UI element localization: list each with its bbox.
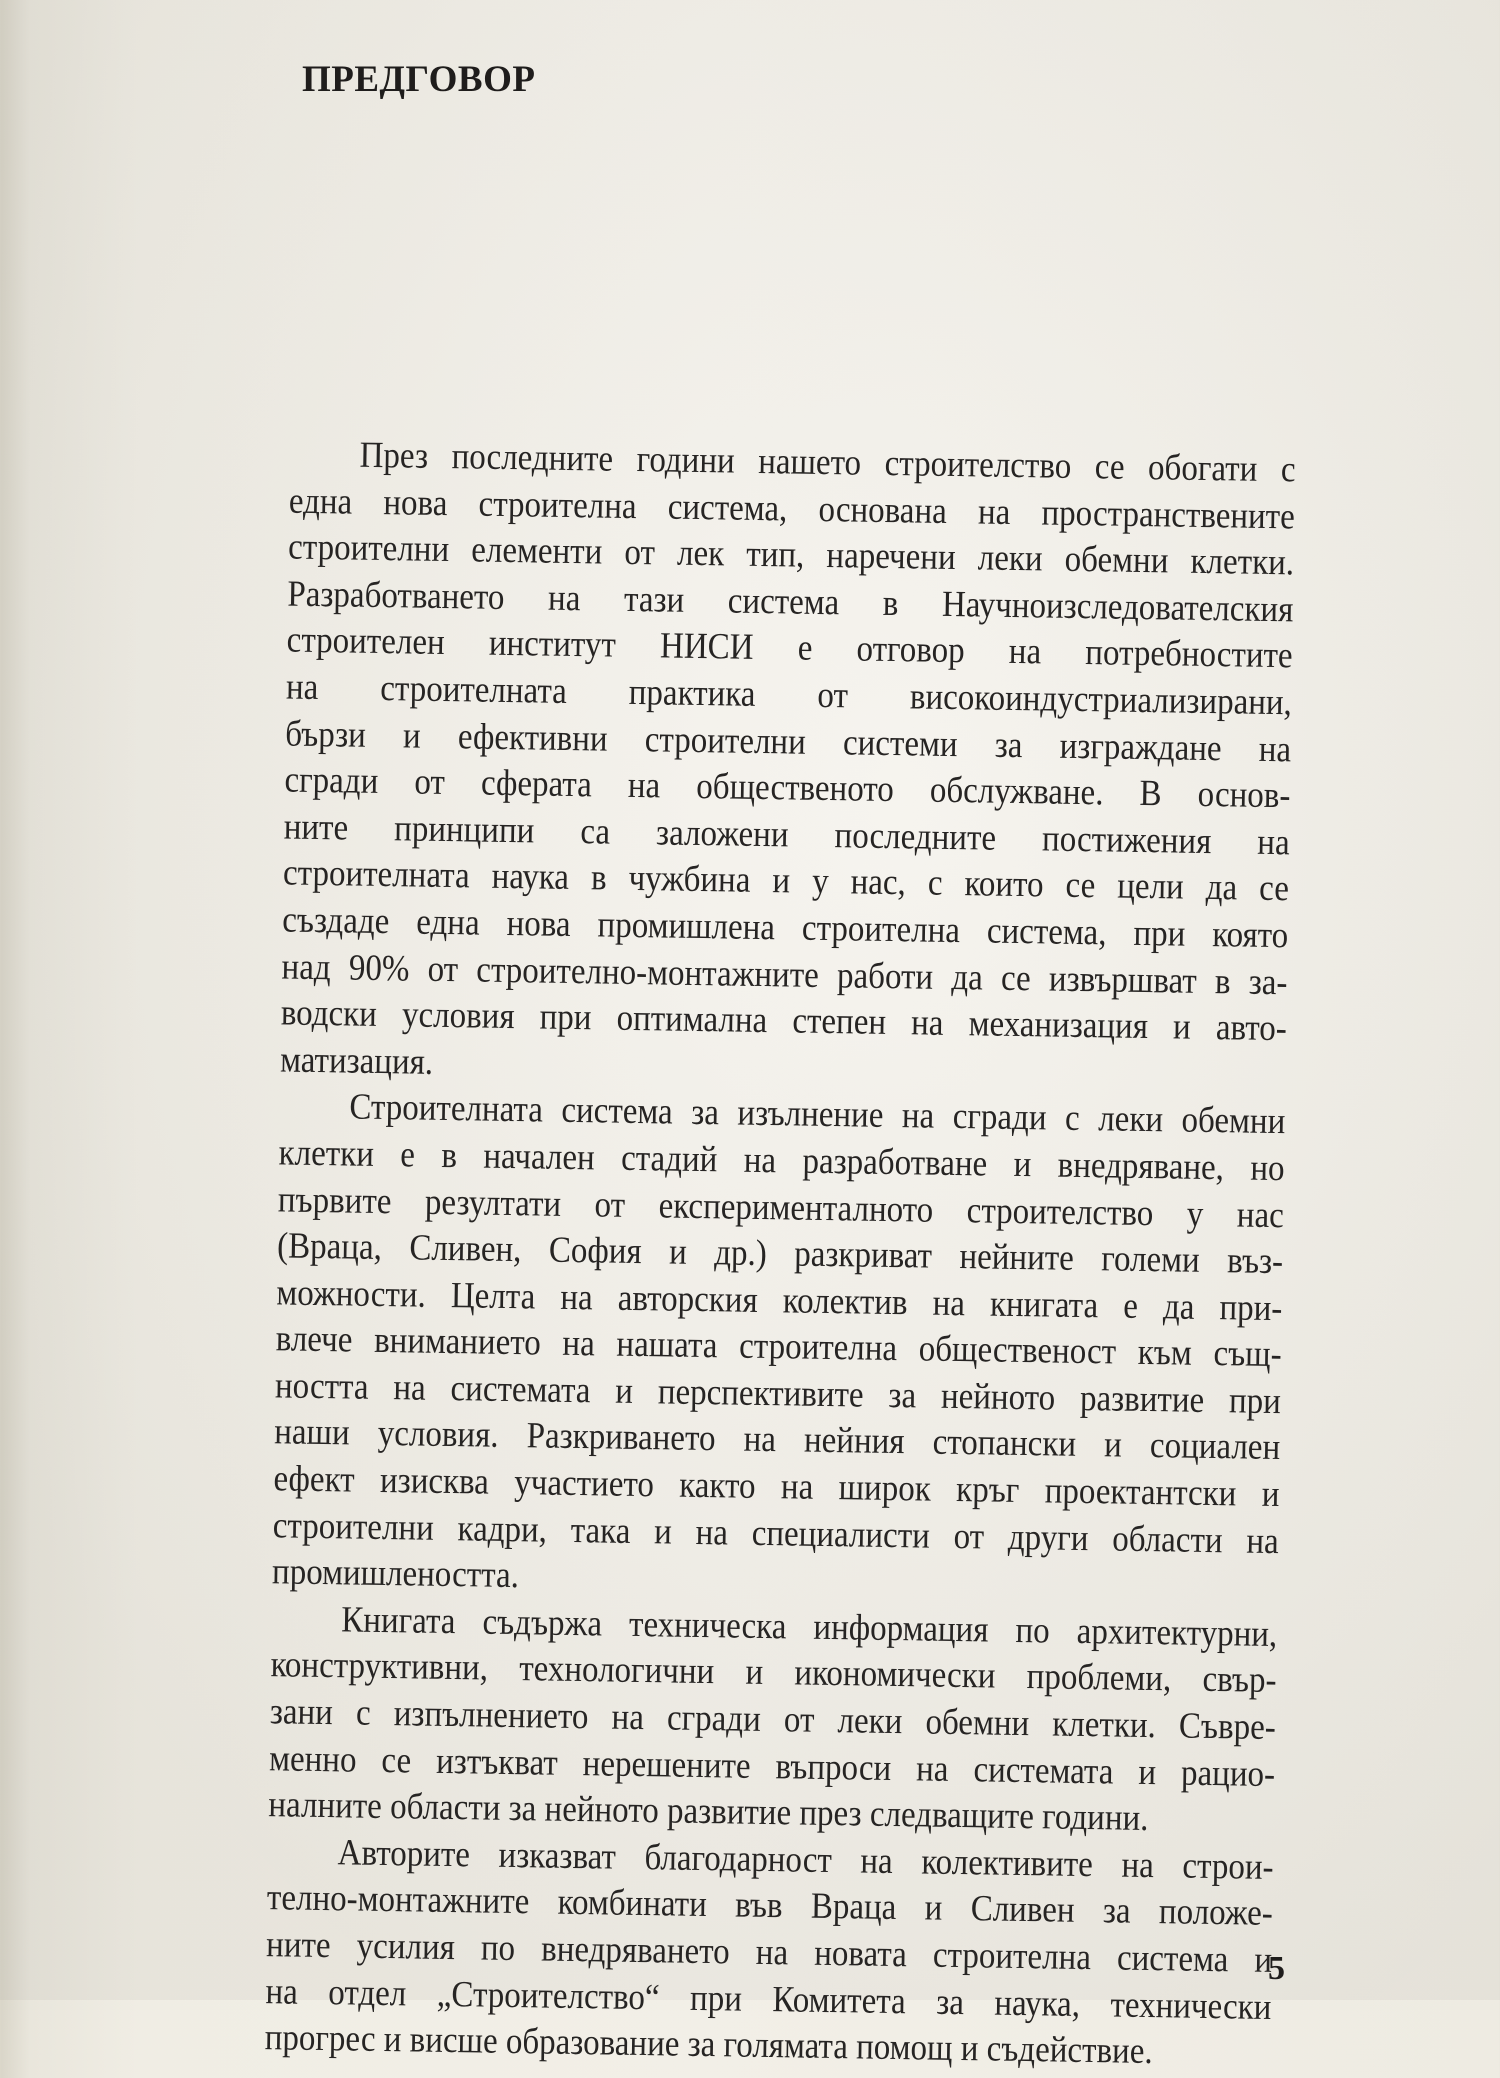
text-line: ните усилия по внедряването на новата строителна система и [265, 1924, 1273, 1981]
page-title: ПРЕДГОВОР [302, 59, 536, 100]
text-line: Книгата съдържа техническа информация по архитектурни, [341, 1599, 1278, 1655]
text-line: менно се изтъкват нерешените въпроси на системата и рацио- [268, 1738, 1276, 1795]
text-line: над 90% от строително-монтажните работи да се извършват в за- [281, 946, 1288, 1003]
text-line: Авторите изказват благодарност на колективите на строи- [337, 1832, 1274, 1888]
text-line: ните принципи са заложени последните постижения на [283, 806, 1290, 863]
text-line: промишлеността. [271, 1552, 520, 1597]
text-line: влече вниманието на нашата строителна общественост към същ- [275, 1319, 1282, 1376]
text-line: телно-монтажните комбинати във Враца и Сливен за положе- [266, 1878, 1274, 1935]
text-line: бързи и ефективни строителни системи за изграждане на [284, 713, 1292, 770]
text-line: строителен институт НИСИ е отговор на потребностите [286, 620, 1293, 677]
paragraph [268, 1596, 1278, 1845]
text-line: строителната наука в чужбина и у нас, с които се цели да се [282, 853, 1290, 910]
paragraph [280, 432, 1296, 1100]
text-line: наши условия. Разкриването на нейния стопански и социален [273, 1412, 1281, 1469]
text-line: матизация. [279, 1039, 434, 1083]
page-number: 5 [1268, 1950, 1285, 1987]
text-line: Строителната система за изълнение на сгради с леки обемни [349, 1087, 1286, 1143]
text-line: конструктивни, технологични и икономически проблеми, свър- [270, 1645, 1277, 1702]
text-line: можности. Целта на авторския колектив на книгата е да при- [276, 1272, 1283, 1329]
body-text [264, 432, 1295, 2078]
text-line: налните области за нейното развитие през следващите години. [268, 1785, 1149, 1840]
paragraph [272, 1084, 1286, 1612]
text-line: една нова строителна система, основана на пространствените [288, 480, 1296, 537]
text-line: на отдел „Строителство“ при Комитета за наука, технически [265, 1971, 1272, 2028]
text-line: създаде една нова промишлена строителна система, при която [282, 900, 1289, 957]
text-line: клетки е в начален стадий на разработване и внедряване, но [278, 1132, 1285, 1190]
text-line: Разработването на тази система в Научноизследователския [287, 573, 1294, 631]
text-line: строителни елементи от лек тип, наречени леки обемни клетки. [287, 527, 1295, 584]
text-line: на строителната практика от високоиндустриализирани, [285, 667, 1293, 724]
text-line: ността на системата и перспективите за нейното развитие при [274, 1365, 1282, 1422]
text-line: сгради от сферата на общественото обслужване. В основ- [284, 760, 1291, 817]
text-line: (Враца, Сливен, София и др.) разкриват нейните големи въз- [276, 1226, 1284, 1283]
text-line: строителни кадри, така и на специалисти от други области на [272, 1505, 1280, 1562]
text-line: зани с изпълнението на сгради от леки обемни клетки. Съвре- [269, 1691, 1277, 1748]
text-line: прогрес и висше образование за голямата помощ и съдействие. [264, 2017, 1153, 2073]
text-line: първите резултати от експерименталното строителство у нас [277, 1179, 1285, 1236]
text-line: ефект изисква участието както на широк кръг проектантски и [273, 1458, 1280, 1516]
text-line: водски условия при оптимална степен на механизация и авто- [280, 993, 1288, 1050]
text-line: През последните години нашето строителство се обогати с [359, 435, 1296, 491]
paragraph [264, 1829, 1274, 2078]
